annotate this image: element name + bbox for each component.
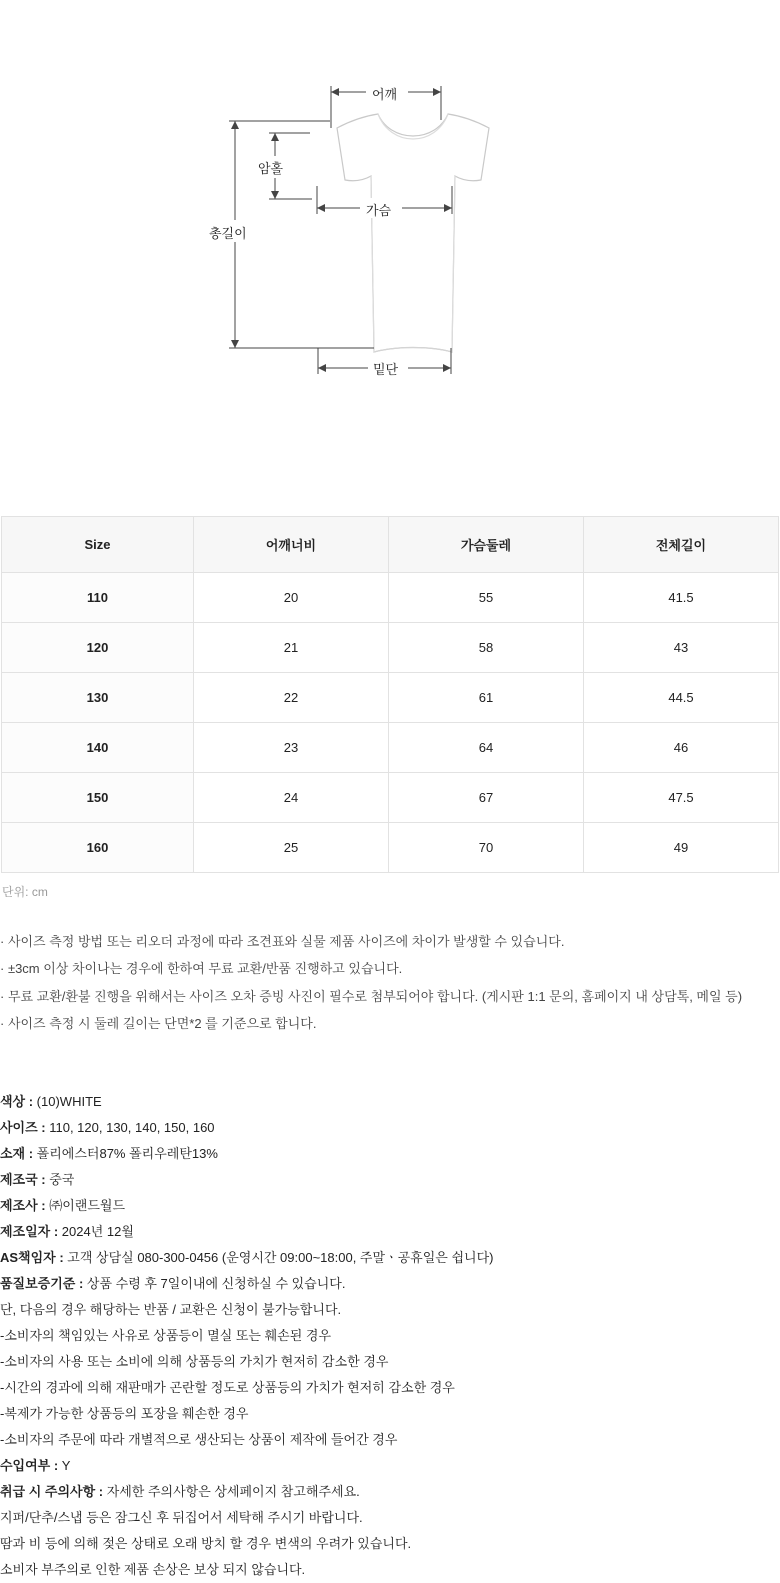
spec-size-label: 사이즈 :	[0, 1120, 46, 1136]
spec-color-label: 색상 :	[0, 1094, 34, 1110]
table-cell: 46	[584, 723, 779, 773]
spec-quality-label: 품질보증기준 :	[0, 1276, 84, 1292]
spec-maker-label: 제조사 :	[0, 1198, 46, 1214]
spec-as	[0, 1245, 780, 1271]
spec-quality-value: 상품 수령 후 7일이내에 신청하실 수 있습니다.	[83, 1276, 346, 1292]
table-cell: 140	[2, 723, 194, 773]
spec-care-line: 땀과 비 등에 의해 젖은 상태로 오래 방치 할 경우 변색의 우려가 있습니다.	[0, 1536, 412, 1552]
label-hem: 밑단	[373, 362, 399, 377]
table-row	[2, 673, 779, 723]
note-line: · 사이즈 측정 시 둘레 길이는 단면*2 를 기준으로 합니다.	[0, 1015, 317, 1031]
garment-diagram	[0, 0, 780, 516]
table-cell: 61	[389, 673, 584, 723]
spec-exception-item: -소비자의 책임있는 사유로 상품등이 멸실 또는 훼손된 경우	[0, 1328, 332, 1344]
table-header-cell: 어깨너비	[194, 517, 389, 573]
spec-as-label: AS책임자 :	[0, 1250, 64, 1266]
spec-care-line: 소비자 부주의로 인한 제품 손상은 보상 되지 않습니다.	[0, 1562, 306, 1578]
size-notes	[0, 928, 780, 1037]
table-header-cell: 전체길이	[584, 517, 779, 573]
product-spec	[0, 1089, 780, 1583]
label-armhole: 암홀	[258, 161, 284, 176]
spec-made-date	[0, 1219, 780, 1245]
spec-exception-item: -복제가 가능한 상품등의 포장을 훼손한 경우	[0, 1406, 249, 1422]
note-line: · 무료 교환/환불 진행을 위해서는 사이즈 오차 증빙 사진이 필수로 첨부되어야 합니다. (게시판 1:1 문의, 홈페이지 내 상담톡, 메일 등)	[0, 988, 743, 1004]
table-cell: 24	[194, 773, 389, 823]
unit-note: 단위: cm	[2, 885, 48, 899]
table-cell: 58	[389, 623, 584, 673]
table-cell: 110	[2, 573, 194, 623]
note-line: · 사이즈 측정 방법 또는 리오더 과정에 따라 조견표와 실물 제품 사이즈에 차이가 발생할 수 있습니다.	[0, 934, 565, 949]
table-row	[2, 573, 779, 623]
table-cell: 130	[2, 673, 194, 723]
spec-care-label: 취급 시 주의사항 :	[0, 1484, 104, 1500]
table-cell: 22	[194, 673, 389, 723]
table-cell: 64	[389, 723, 584, 773]
spec-maker	[0, 1193, 780, 1219]
table-header-cell: 가슴둘레	[389, 517, 584, 573]
table-cell: 23	[194, 723, 389, 773]
garment-diagram-svg	[0, 0, 780, 516]
spec-import	[0, 1453, 780, 1479]
spec-origin-value: 중국	[45, 1172, 75, 1188]
spec-import-value: Y	[58, 1458, 71, 1474]
table-cell: 160	[2, 823, 194, 873]
spec-exception-item: -시간의 경과에 의해 재판매가 곤란할 정도로 상품등의 가치가 현저히 감소한 경우	[0, 1380, 455, 1396]
spec-origin	[0, 1167, 780, 1193]
spec-care-value: 자세한 주의사항은 상세페이지 참고해주세요.	[103, 1484, 360, 1500]
spec-material	[0, 1141, 780, 1167]
spec-size-value: 110, 120, 130, 140, 150, 160	[45, 1120, 215, 1136]
table-cell: 25	[194, 823, 389, 873]
table-row	[2, 773, 779, 823]
table-row	[2, 823, 779, 873]
note-line: · ±3cm 이상 차이나는 경우에 한하여 무료 교환/반품 진행하고 있습니다.	[0, 961, 403, 977]
spec-care	[0, 1479, 780, 1505]
label-chest: 가슴	[366, 203, 392, 218]
size-table	[1, 516, 779, 873]
spec-material-label: 소재 :	[0, 1146, 34, 1162]
table-cell: 150	[2, 773, 194, 823]
table-cell: 70	[389, 823, 584, 873]
table-header-cell: Size	[2, 517, 194, 573]
label-shoulder: 어깨	[372, 87, 398, 102]
table-cell: 43	[584, 623, 779, 673]
spec-size	[0, 1115, 780, 1141]
spec-color	[0, 1089, 780, 1115]
table-header-row	[2, 517, 779, 573]
spec-exception-item: -소비자의 사용 또는 소비에 의해 상품등의 가치가 현저히 감소한 경우	[0, 1354, 389, 1370]
table-cell: 21	[194, 623, 389, 673]
table-cell: 20	[194, 573, 389, 623]
table-cell: 47.5	[584, 773, 779, 823]
spec-quality	[0, 1271, 780, 1297]
spec-material-value: 폴리에스터87% 폴리우레탄13%	[33, 1146, 218, 1162]
table-cell: 67	[389, 773, 584, 823]
label-total-length: 총길이	[209, 226, 247, 241]
table-row	[2, 723, 779, 773]
table-cell: 55	[389, 573, 584, 623]
spec-origin-label: 제조국 :	[0, 1172, 46, 1188]
table-cell: 41.5	[584, 573, 779, 623]
spec-import-label: 수입여부 :	[0, 1458, 59, 1474]
spec-care-line: 지퍼/단추/스냅 등은 잠그신 후 뒤집어서 세탁해 주시기 바랍니다.	[0, 1510, 363, 1526]
table-cell: 120	[2, 623, 194, 673]
spec-as-value: 고객 상담실 080-300-0456 (운영시간 09:00~18:00, 주말ㆍ공휴일은 쉽니다)	[63, 1250, 494, 1266]
spec-made-date-label: 제조일자 :	[0, 1224, 59, 1240]
spec-color-value: (10)WHITE	[33, 1094, 102, 1110]
spec-maker-value: ㈜이랜드월드	[45, 1198, 126, 1214]
table-row	[2, 623, 779, 673]
spec-exception-intro: 단, 다음의 경우 해당하는 반품 / 교환은 신청이 불가능합니다.	[0, 1302, 342, 1318]
spec-exception-item: -소비자의 주문에 따라 개별적으로 생산되는 상품이 제작에 들어간 경우	[0, 1432, 398, 1448]
spec-made-date-value: 2024년 12월	[58, 1224, 134, 1240]
table-cell: 44.5	[584, 673, 779, 723]
table-cell: 49	[584, 823, 779, 873]
